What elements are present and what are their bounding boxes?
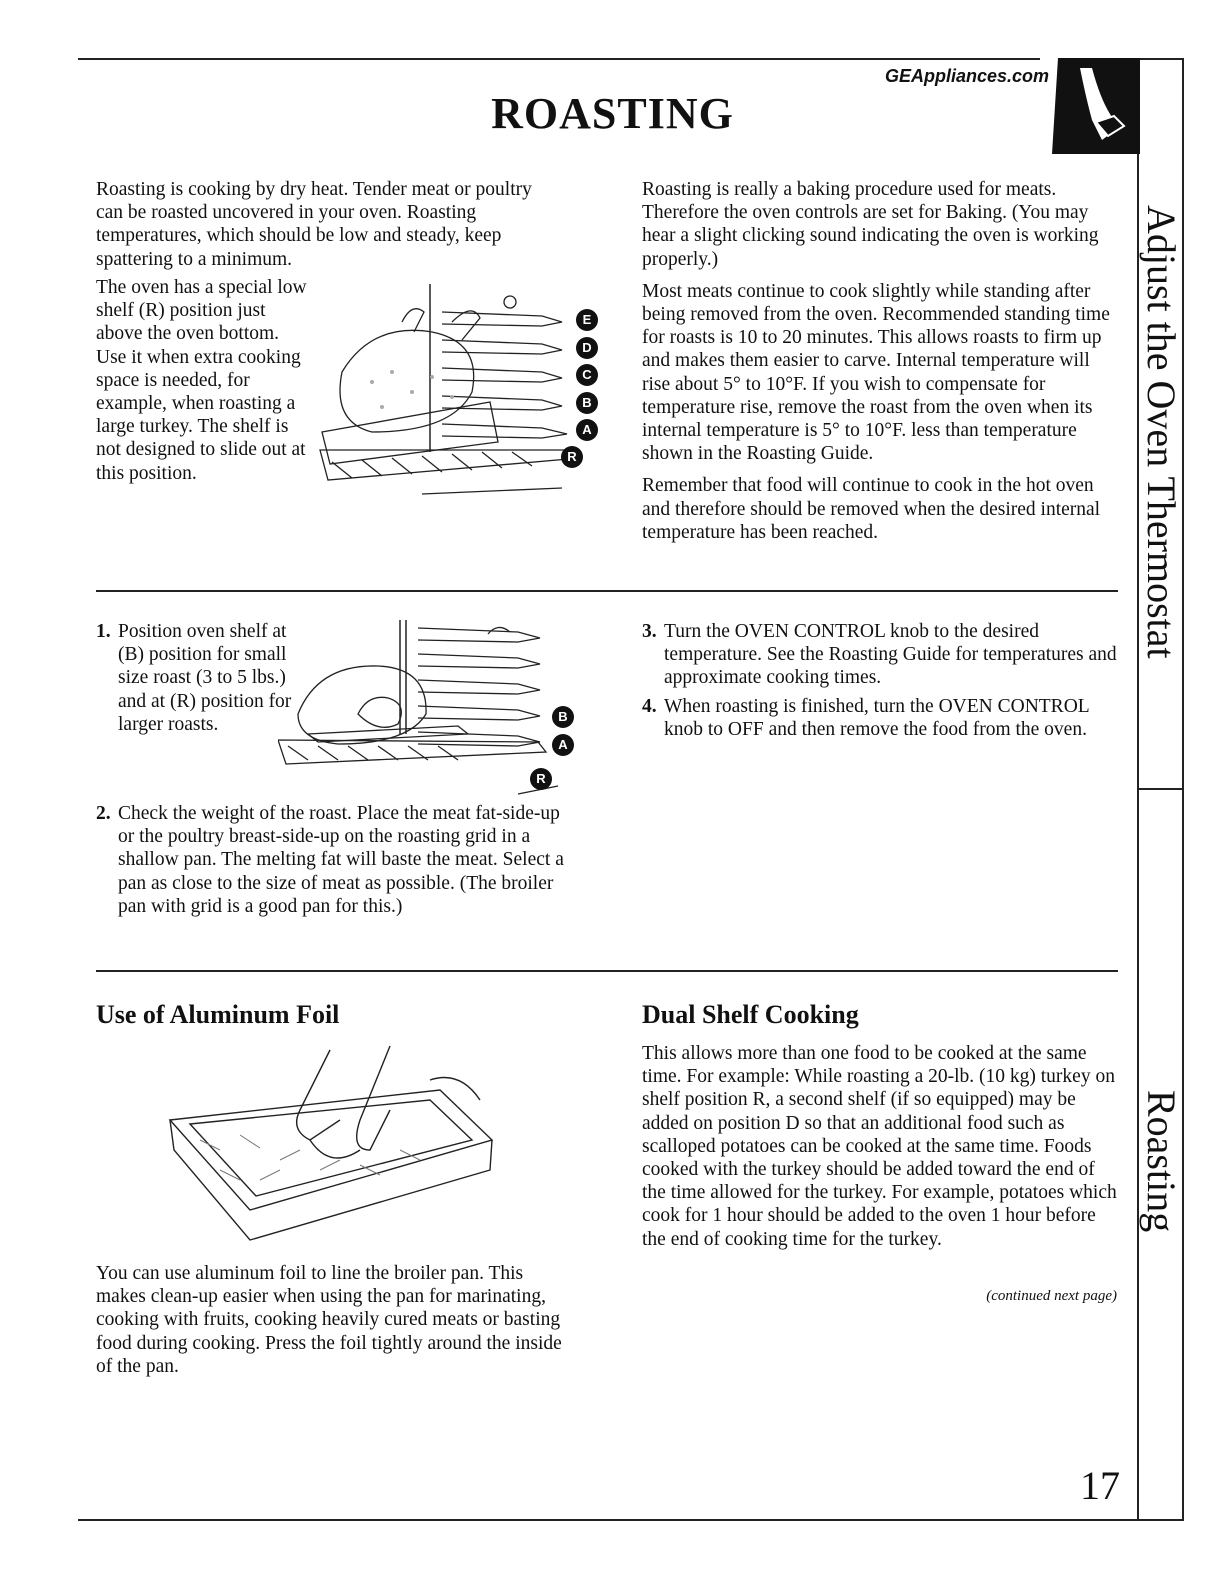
roast-shelf-badge-r: R bbox=[530, 768, 552, 790]
step-4 bbox=[642, 695, 1118, 741]
website-url[interactable]: GEAppliances.com bbox=[885, 66, 1050, 86]
shelf-badge-d: D bbox=[576, 337, 598, 359]
shelf-badge-c: C bbox=[576, 364, 598, 386]
baking-procedure-paragraph: Roasting is really a baking procedure used for meats. Therefore the oven controls are set for Baking. (You may hear a slight clicking sound indicating the oven is working properly.) bbox=[642, 179, 1099, 270]
shelf-badge-a: A bbox=[576, 419, 598, 441]
step-number: 4. bbox=[642, 696, 657, 717]
dual-shelf-paragraph: This allows more than one food to be cooked at the same time. For example: While roasting a 20-lb. (10 kg) turkey on shelf position R, a second shelf (if so equipped) may be added on position D so that an additional food such as scalloped potatoes can be cooked at the same time. Foods cooked with the turkey should be added toward the end of the time allowed for the turkey. For example, potatoes which cook for 1 hour should be added to the oven 1 hour before the end of cooking time for the turkey. bbox=[642, 1043, 1117, 1250]
standing-time-paragraph: Most meats continue to cook slightly while standing after being removed from the oven. Recommended standing time for roasts is 10 to 20 minutes. This allows roasts to firm up and makes them easier to carve. Internal temperature will rise about 5° to 10°F. If you wish to compensate for temperature rise, remove the roast from the oven when its internal temperature is 5° to 10°F. less than temperature shown in the Roasting Guide. bbox=[642, 280, 1110, 465]
dual-shelf-text-block bbox=[642, 1042, 1118, 1260]
shelf-badge-b: B bbox=[576, 392, 598, 414]
section-divider-1 bbox=[96, 590, 1118, 592]
foil-pan-illustration bbox=[160, 1040, 500, 1252]
continued-note: (continued next page) bbox=[986, 1288, 1117, 1304]
step-3 bbox=[642, 620, 1118, 690]
turkey-oven-illustration bbox=[312, 282, 602, 508]
remove-food-paragraph: Remember that food will continue to cook in the hot oven and therefore should be removed when the desired internal temperature has been reached. bbox=[642, 475, 1101, 543]
tab-roasting[interactable]: Roasting bbox=[1139, 1090, 1184, 1233]
low-shelf-text bbox=[96, 276, 308, 494]
foil-paragraph: You can use aluminum foil to line the broiler pan. This makes clean-up easier when using the pan for marinating, cooking with fruits, cooking heavily cured meats or basting food during cooking. Press the foil tightly around the inside of the pan. bbox=[96, 1263, 562, 1377]
step-text: Turn the OVEN CONTROL knob to the desired temperature. See the Roasting Guide for temperatures and approximate cooking times. bbox=[664, 621, 1117, 689]
foil-section-title: Use of Aluminum Foil bbox=[96, 1000, 340, 1029]
step-text: Position oven shelf at (B) position for small size roast (3 to 5 lbs.) and at (R) position for larger roasts. bbox=[118, 621, 292, 735]
section-divider-2 bbox=[96, 970, 1118, 972]
intro-right-column bbox=[642, 178, 1120, 553]
step-text: Check the weight of the roast. Place the meat fat-side-up or the poultry breast-side-up on the roasting grid in a shallow pan. The melting fat will baste the meat. Select a pan as close to the size of meat as possible. (The broiler pan with grid is a good pan for this.) bbox=[118, 803, 564, 917]
roast-shelf-badge-b: B bbox=[552, 706, 574, 728]
tab-adjust-thermostat[interactable]: Adjust the Oven Thermostat bbox=[1139, 205, 1184, 659]
bottom-rule bbox=[78, 1519, 1184, 1521]
step-1 bbox=[96, 620, 292, 736]
step-2 bbox=[96, 802, 576, 918]
page-number: 17 bbox=[1080, 1463, 1120, 1508]
tab-separator-rule bbox=[1137, 788, 1184, 790]
shelf-badge-r: R bbox=[561, 446, 583, 468]
step-number: 2. bbox=[96, 803, 111, 824]
intro-left-column bbox=[96, 178, 536, 280]
step-number: 1. bbox=[96, 621, 111, 642]
shelf-badge-e: E bbox=[576, 309, 598, 331]
step-number: 3. bbox=[642, 621, 657, 642]
roast-shelf-badge-a: A bbox=[552, 734, 574, 756]
intro-paragraph: Roasting is cooking by dry heat. Tender meat or poultry can be roasted uncovered in your oven. Roasting temperatures, which should be low and steady, keep spattering to a minimum. bbox=[96, 179, 532, 270]
dual-shelf-section-title: Dual Shelf Cooking bbox=[642, 1000, 859, 1029]
top-rule bbox=[78, 58, 1184, 60]
foil-text-block bbox=[96, 1262, 566, 1387]
step-text: When roasting is finished, turn the OVEN CONTROL knob to OFF and then remove the food from the oven. bbox=[664, 696, 1089, 741]
page-title: ROASTING bbox=[491, 89, 734, 138]
low-shelf-paragraph: The oven has a special low shelf (R) position just above the oven bottom. Use it when extra cooking space is needed, for example, when roasting a large turkey. The shelf is not designed to slide out at this position. bbox=[96, 277, 307, 484]
